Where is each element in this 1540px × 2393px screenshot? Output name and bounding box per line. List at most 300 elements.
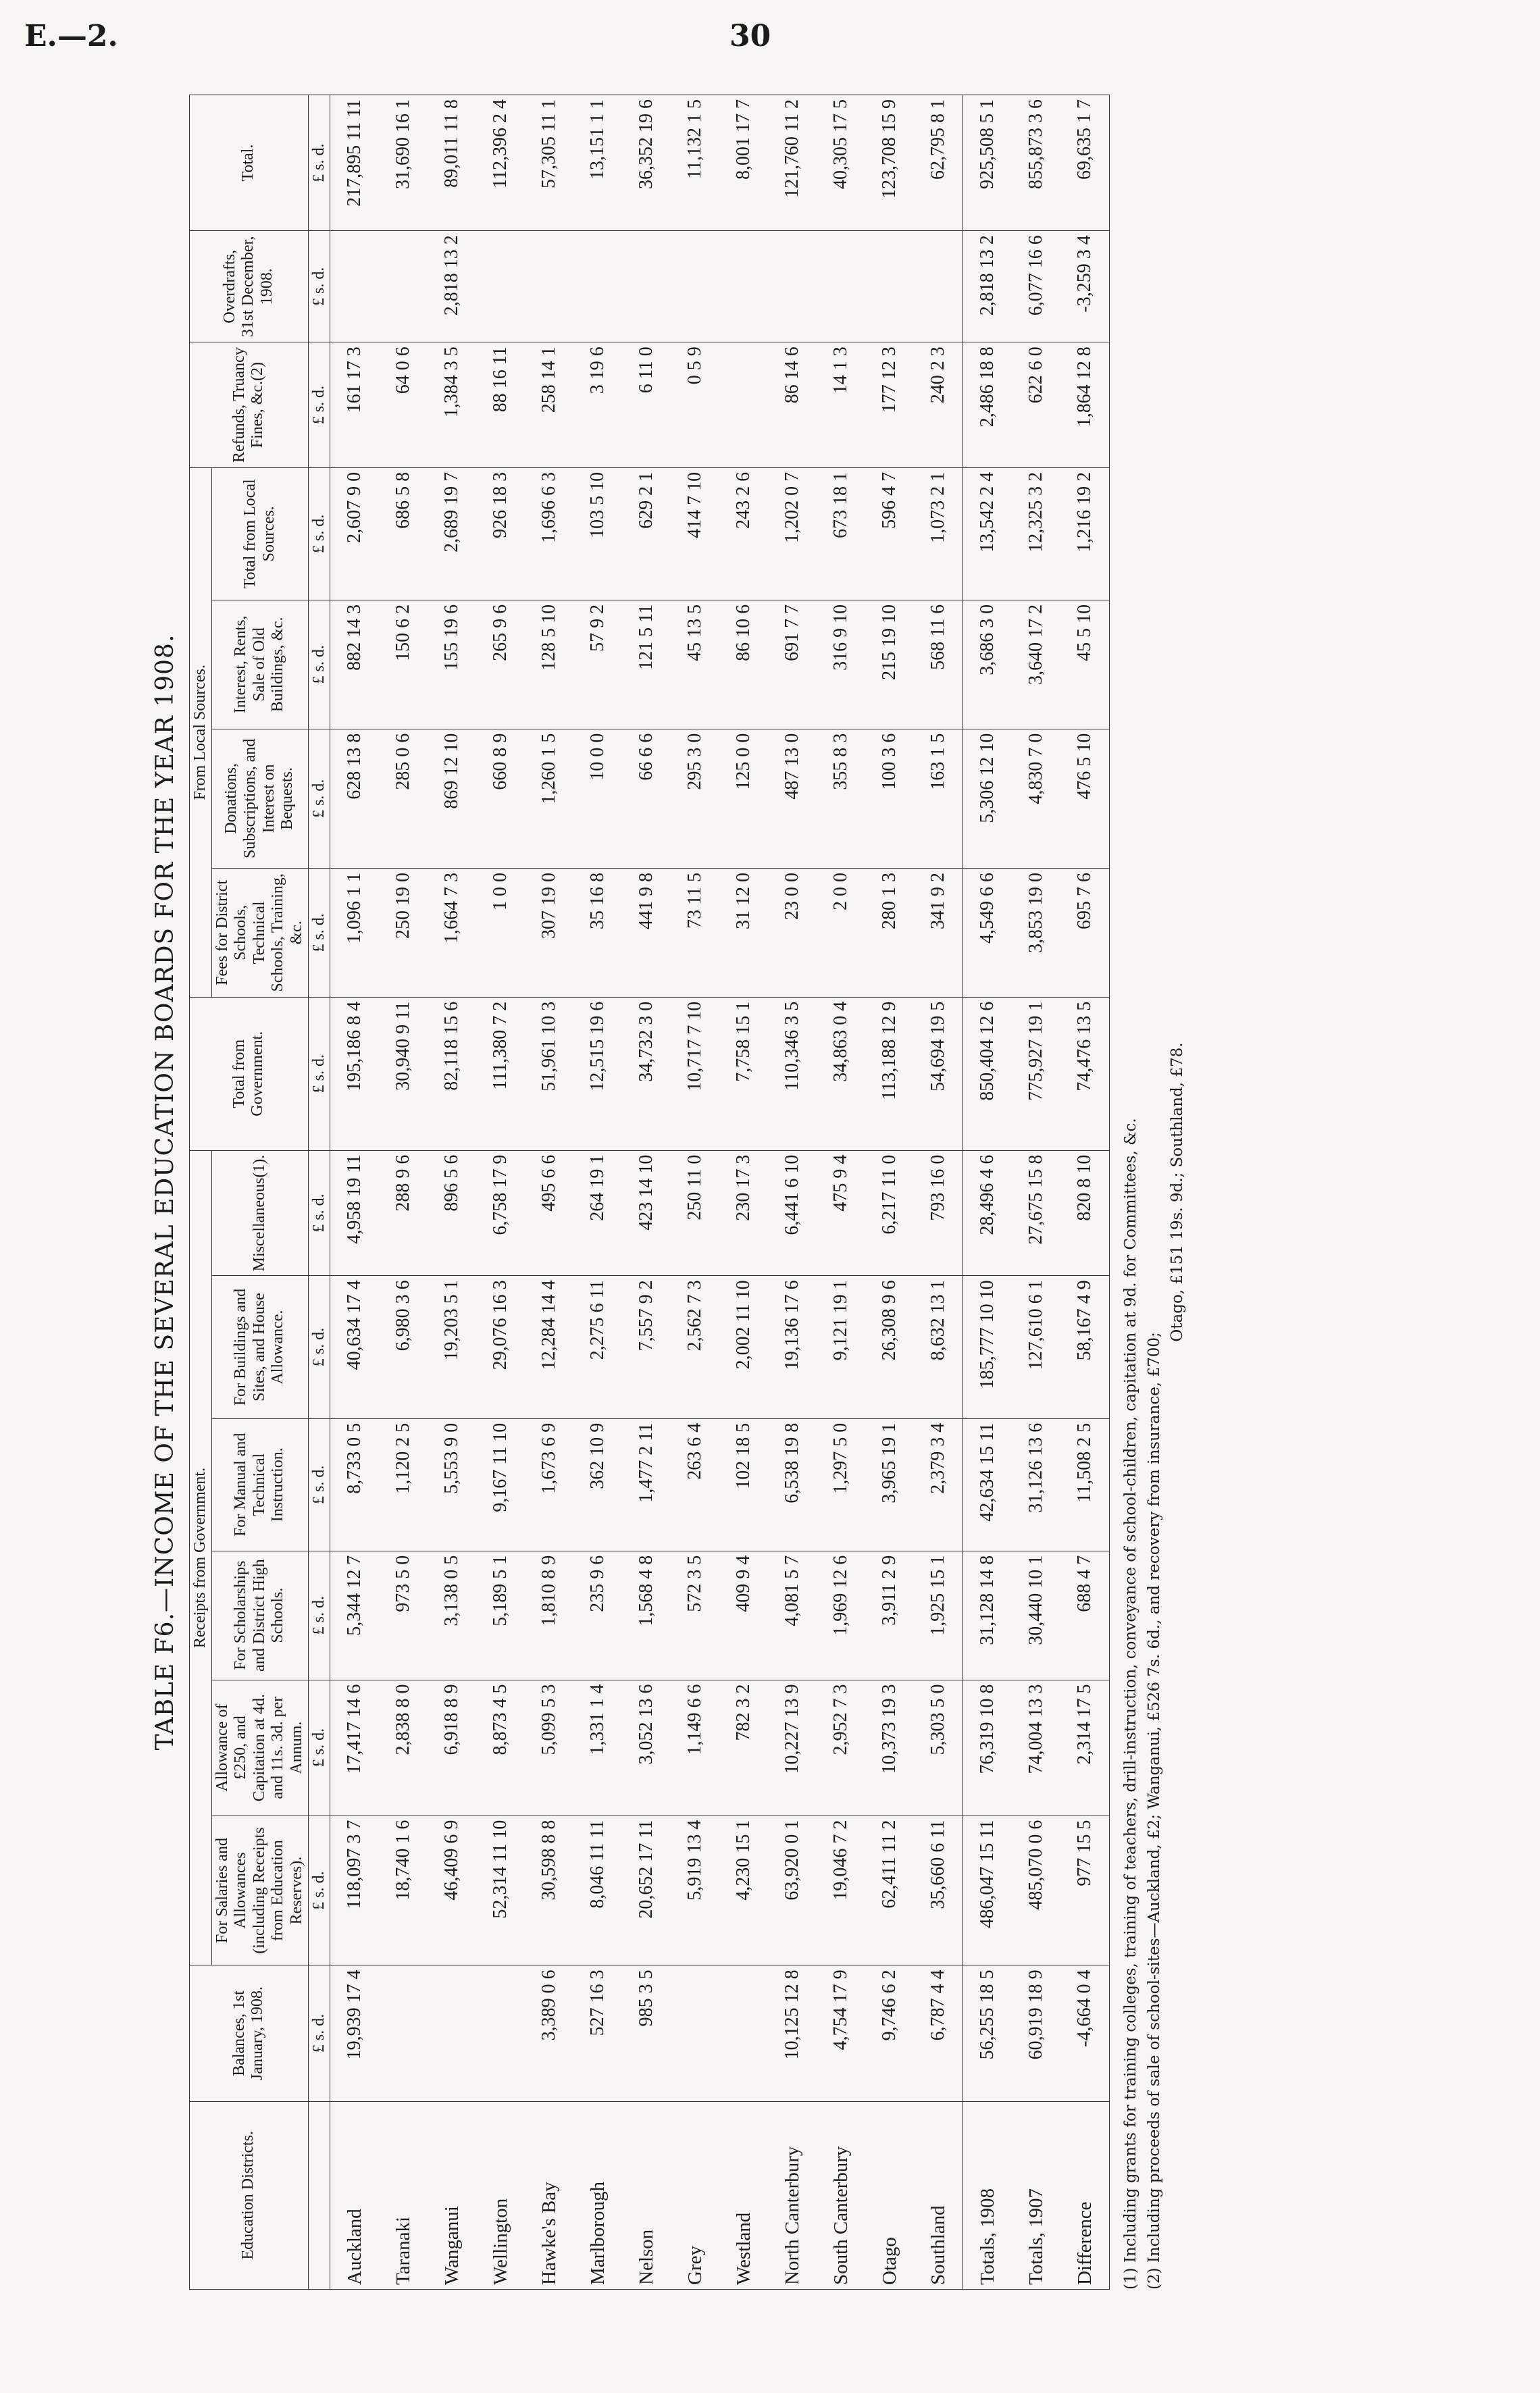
amount-cell: 4,549 6 6	[963, 868, 1012, 997]
unit-label: £ s. d.	[308, 342, 330, 468]
table-row	[330, 95, 380, 2290]
amount-cell: 86 10 6	[719, 600, 768, 729]
amount-cell	[379, 231, 428, 342]
amount-cell: 163 1 5	[914, 729, 963, 868]
amount-cell: 29,076 16 3	[476, 1276, 525, 1418]
amount-cell: 1,696 6 3	[525, 467, 573, 600]
amount-cell	[719, 342, 768, 468]
amount-cell: 27,675 15 8	[1012, 1150, 1060, 1276]
amount-cell: 86 14 6	[768, 342, 817, 468]
amount-cell: 265 9 6	[476, 600, 525, 729]
amount-cell: 572 3 5	[671, 1551, 719, 1680]
amount-cell: 74,476 13 5	[1060, 997, 1110, 1150]
amount-cell: 6,758 17 9	[476, 1150, 525, 1276]
document-reference: E.—2.	[24, 19, 118, 53]
amount-cell: 0 5 9	[671, 342, 719, 468]
amount-cell: 288 9 6	[379, 1150, 428, 1276]
footnote-2: (2) Including proceeds of sale of school-sites—Auckland, £2; Wanganui, £526 7s. 6d., and recovery from insurance, £700;	[1145, 1332, 1163, 2290]
amount-cell: 5,189 5 1	[476, 1551, 525, 1680]
amount-cell: 31,690 16 1	[379, 95, 428, 231]
amount-cell: 1,384 3 5	[428, 342, 476, 468]
col-balances: Balances, 1st January, 1908.	[190, 1965, 309, 2101]
footnotes	[1119, 95, 1189, 2290]
amount-cell: 362 10 9	[573, 1418, 622, 1551]
district-name: Wanganui	[428, 2101, 476, 2289]
amount-cell: 855,873 3 6	[1012, 95, 1060, 231]
amount-cell: 341 9 2	[914, 868, 963, 997]
amount-cell: 4,754 17 9	[817, 1965, 865, 2101]
amount-cell: 5,306 12 10	[963, 729, 1012, 868]
amount-cell: 495 6 6	[525, 1150, 573, 1276]
table-row	[379, 95, 428, 2290]
amount-cell: 926 18 3	[476, 467, 525, 600]
amount-cell: 195,186 8 4	[330, 997, 380, 1150]
amount-cell: 31 12 0	[719, 868, 768, 997]
unit-label: £ s. d.	[308, 95, 330, 231]
amount-cell: 628 13 8	[330, 729, 380, 868]
amount-cell: 295 3 0	[671, 729, 719, 868]
amount-cell: 1,149 6 6	[671, 1680, 719, 1816]
col-education-districts: Education Districts.	[190, 2101, 309, 2289]
amount-cell: 1,297 5 0	[817, 1418, 865, 1551]
amount-cell: 2 0 0	[817, 868, 865, 997]
district-name: Totals, 1908	[963, 2101, 1012, 2289]
amount-cell: 820 8 10	[1060, 1150, 1110, 1276]
amount-cell: 13,542 2 4	[963, 467, 1012, 600]
amount-cell: 11,132 1 5	[671, 95, 719, 231]
amount-cell: 307 19 0	[525, 868, 573, 997]
amount-cell: 568 11 6	[914, 600, 963, 729]
table-title: TABLE F6.—INCOME OF THE SEVERAL EDUCATION BOARDS FOR THE YEAR 1908.	[151, 634, 179, 1751]
table-row	[719, 95, 768, 2290]
amount-cell: 1,260 1 5	[525, 729, 573, 868]
amount-cell: 62,795 8 1	[914, 95, 963, 231]
amount-cell: 40,634 17 4	[330, 1276, 380, 1418]
amount-cell: 52,314 11 10	[476, 1816, 525, 1965]
district-name: Difference	[1060, 2101, 1110, 2289]
district-name: Grey	[671, 2101, 719, 2289]
amount-cell: 2,689 19 7	[428, 467, 476, 600]
amount-cell	[428, 1965, 476, 2101]
amount-cell: 57,305 11 1	[525, 95, 573, 231]
amount-cell: 1,096 1 1	[330, 868, 380, 997]
amount-cell: 441 9 8	[622, 868, 671, 997]
amount-cell: 2,818 13 2	[428, 231, 476, 342]
amount-cell: 76,319 10 8	[963, 1680, 1012, 1816]
amount-cell: 3,640 17 2	[1012, 600, 1060, 729]
amount-cell: 3,965 19 1	[865, 1418, 914, 1551]
amount-cell: 2,002 11 10	[719, 1276, 768, 1418]
amount-cell	[330, 231, 380, 342]
amount-cell: 527 16 3	[573, 1965, 622, 2101]
amount-cell: 985 3 5	[622, 1965, 671, 2101]
district-name: Taranaki	[379, 2101, 428, 2289]
amount-cell	[719, 231, 768, 342]
amount-cell: 45 13 5	[671, 600, 719, 729]
table-row	[817, 95, 865, 2290]
unit-label: £ s. d.	[308, 868, 330, 997]
amount-cell: 2,486 18 8	[963, 342, 1012, 468]
unit-label: £ s. d.	[308, 729, 330, 868]
group-from-local-sources: From Local Sources.	[190, 467, 212, 997]
amount-cell: 20,652 17 11	[622, 1816, 671, 1965]
amount-cell	[914, 231, 963, 342]
amount-cell: 487 13 0	[768, 729, 817, 868]
district-name: Westland	[719, 2101, 768, 2289]
amount-cell: 18,740 1 6	[379, 1816, 428, 1965]
amount-cell: 6,077 16 6	[1012, 231, 1060, 342]
amount-cell: 111,380 7 2	[476, 997, 525, 1150]
col-donations: Donations, Subscriptions, and Interest on Bequests.	[211, 729, 308, 868]
amount-cell: 66 6 6	[622, 729, 671, 868]
table-row	[671, 95, 719, 2290]
amount-cell: 4,230 15 1	[719, 1816, 768, 1965]
amount-cell: 28,496 4 6	[963, 1150, 1012, 1276]
col-total: Total.	[190, 95, 309, 231]
amount-cell: 476 5 10	[1060, 729, 1110, 868]
amount-cell: 121,760 11 2	[768, 95, 817, 231]
amount-cell: 155 19 6	[428, 600, 476, 729]
amount-cell: 660 8 9	[476, 729, 525, 868]
amount-cell: 475 9 4	[817, 1150, 865, 1276]
amount-cell: 57 9 2	[573, 600, 622, 729]
amount-cell: 1,664 7 3	[428, 868, 476, 997]
amount-cell: 2,379 3 4	[914, 1418, 963, 1551]
amount-cell: 850,404 12 6	[963, 997, 1012, 1150]
amount-cell: 925,508 5 1	[963, 95, 1012, 231]
amount-cell: 82,118 15 6	[428, 997, 476, 1150]
table-row	[525, 95, 573, 2290]
amount-cell: 6,441 6 10	[768, 1150, 817, 1276]
col-buildings-sites: For Buildings and Sites, and House Allowance.	[211, 1276, 308, 1418]
amount-cell: 235 9 6	[573, 1551, 622, 1680]
amount-cell: 31,126 13 6	[1012, 1418, 1060, 1551]
unit-label: £ s. d.	[308, 997, 330, 1150]
amount-cell: 3,389 0 6	[525, 1965, 573, 2101]
amount-cell	[379, 1965, 428, 2101]
amount-cell: 12,515 19 6	[573, 997, 622, 1150]
amount-cell	[476, 1965, 525, 2101]
table-row	[573, 95, 622, 2290]
col-overdrafts: Overdrafts, 31st December, 1908.	[190, 231, 309, 342]
district-name: Totals, 1907	[1012, 2101, 1060, 2289]
amount-cell: 3 19 6	[573, 342, 622, 468]
amount-cell: 2,314 17 5	[1060, 1680, 1110, 1816]
unit-label: £ s. d.	[308, 1680, 330, 1816]
amount-cell: 113,188 12 9	[865, 997, 914, 1150]
amount-cell: 9,167 11 10	[476, 1418, 525, 1551]
amount-cell	[622, 231, 671, 342]
units-blank	[308, 2101, 330, 2289]
table-body	[330, 95, 1110, 2290]
amount-cell: 2,818 13 2	[963, 231, 1012, 342]
amount-cell: 185,777 10 10	[963, 1276, 1012, 1418]
amount-cell: 10,125 12 8	[768, 1965, 817, 2101]
amount-cell: 673 18 1	[817, 467, 865, 600]
amount-cell	[865, 231, 914, 342]
unit-label: £ s. d.	[308, 1551, 330, 1680]
amount-cell: 896 5 6	[428, 1150, 476, 1276]
amount-cell: 88 16 11	[476, 342, 525, 468]
amount-cell	[671, 1965, 719, 2101]
amount-cell	[476, 231, 525, 342]
amount-cell: 73 11 5	[671, 868, 719, 997]
amount-cell: 8,001 17 7	[719, 95, 768, 231]
amount-cell: 2,562 7 3	[671, 1276, 719, 1418]
district-name: Marlborough	[573, 2101, 622, 2289]
table-row	[428, 95, 476, 2290]
amount-cell: 2,838 8 0	[379, 1680, 428, 1816]
amount-cell: 103 5 10	[573, 467, 622, 600]
table-row	[1060, 95, 1110, 2290]
amount-cell	[573, 231, 622, 342]
amount-cell: 128 5 10	[525, 600, 573, 729]
amount-cell: 1,216 19 2	[1060, 467, 1110, 600]
table-row	[865, 95, 914, 2290]
amount-cell: 64 0 6	[379, 342, 428, 468]
amount-cell: 9,121 19 1	[817, 1276, 865, 1418]
amount-cell: 3,138 0 5	[428, 1551, 476, 1680]
district-name: Hawke's Bay	[525, 2101, 573, 2289]
amount-cell: 127,610 6 1	[1012, 1276, 1060, 1418]
amount-cell: 10,717 7 10	[671, 997, 719, 1150]
amount-cell: 215 19 10	[865, 600, 914, 729]
table-row	[622, 95, 671, 2290]
amount-cell: 5,553 9 0	[428, 1418, 476, 1551]
amount-cell: 4,958 19 11	[330, 1150, 380, 1276]
col-capitation: Allowance of £250, and Capitation at 4d. and 11s. 3d. per Annum.	[211, 1680, 308, 1816]
amount-cell: 775,927 19 1	[1012, 997, 1060, 1150]
amount-cell: 882 14 3	[330, 600, 380, 729]
amount-cell: 74,004 13 3	[1012, 1680, 1060, 1816]
amount-cell: 118,097 3 7	[330, 1816, 380, 1965]
amount-cell: 3,853 19 0	[1012, 868, 1060, 997]
unit-label: £ s. d.	[308, 1418, 330, 1551]
amount-cell: 5,099 5 3	[525, 1680, 573, 1816]
amount-cell: 10 0 0	[573, 729, 622, 868]
amount-cell: 782 3 2	[719, 1680, 768, 1816]
amount-cell: 793 16 0	[914, 1150, 963, 1276]
amount-cell: 414 7 10	[671, 467, 719, 600]
amount-cell: 10,227 13 9	[768, 1680, 817, 1816]
rotated-table-sheet	[142, 95, 1297, 2290]
amount-cell: 3,686 3 0	[963, 600, 1012, 729]
amount-cell: 56,255 18 5	[963, 1965, 1012, 2101]
amount-cell: 250 11 0	[671, 1150, 719, 1276]
amount-cell: 6,918 8 9	[428, 1680, 476, 1816]
district-name: Nelson	[622, 2101, 671, 2289]
amount-cell: 8,733 0 5	[330, 1418, 380, 1551]
amount-cell: 6,980 3 6	[379, 1276, 428, 1418]
amount-cell	[768, 231, 817, 342]
amount-cell: 89,011 11 8	[428, 95, 476, 231]
amount-cell: 46,409 6 9	[428, 1816, 476, 1965]
amount-cell: 3,911 2 9	[865, 1551, 914, 1680]
amount-cell: 1,673 6 9	[525, 1418, 573, 1551]
footnote-3: Otago, £151 19s. 9d.; Southland, £78.	[1169, 1042, 1187, 1342]
amount-cell: 19,046 7 2	[817, 1816, 865, 1965]
amount-cell: 123,708 15 9	[865, 95, 914, 231]
unit-label: £ s. d.	[308, 1816, 330, 1965]
table-row	[1012, 95, 1060, 2290]
amount-cell: 45 5 10	[1060, 600, 1110, 729]
amount-cell: 121 5 11	[622, 600, 671, 729]
amount-cell: 42,634 15 11	[963, 1418, 1012, 1551]
amount-cell: 486,047 15 11	[963, 1816, 1012, 1965]
table-head	[190, 95, 330, 2290]
amount-cell: 6,787 4 4	[914, 1965, 963, 2101]
amount-cell: 35,660 6 11	[914, 1816, 963, 1965]
amount-cell: 7,758 15 1	[719, 997, 768, 1150]
amount-cell: 485,070 0 6	[1012, 1816, 1060, 1965]
district-name: North Canterbury	[768, 2101, 817, 2289]
unit-label: £ s. d.	[308, 467, 330, 600]
district-name: Southland	[914, 2101, 963, 2289]
col-interest-rents: Interest, Rents, Sale of Old Buildings, &c.	[211, 600, 308, 729]
col-scholarships: For Scholarships and District High Schools.	[211, 1551, 308, 1680]
amount-cell: 230 17 3	[719, 1150, 768, 1276]
amount-cell: 19,203 5 1	[428, 1276, 476, 1418]
col-manual-technical: For Manual and Technical Instruction.	[211, 1418, 308, 1551]
amount-cell: 355 8 3	[817, 729, 865, 868]
amount-cell: 3,052 13 6	[622, 1680, 671, 1816]
amount-cell: 280 1 3	[865, 868, 914, 997]
amount-cell: -4,664 0 4	[1060, 1965, 1110, 2101]
amount-cell: 9,746 6 2	[865, 1965, 914, 2101]
unit-label: £ s. d.	[308, 600, 330, 729]
amount-cell: 110,346 3 5	[768, 997, 817, 1150]
amount-cell: -3,259 3 4	[1060, 231, 1110, 342]
amount-cell: 973 5 0	[379, 1551, 428, 1680]
amount-cell: 1,331 1 4	[573, 1680, 622, 1816]
amount-cell: 69,635 1 7	[1060, 95, 1110, 231]
amount-cell: 264 19 1	[573, 1150, 622, 1276]
amount-cell: 1,120 2 5	[379, 1418, 428, 1551]
amount-cell: 58,167 4 9	[1060, 1276, 1110, 1418]
amount-cell: 14 1 3	[817, 342, 865, 468]
amount-cell: 691 7 7	[768, 600, 817, 729]
amount-cell: 8,632 13 1	[914, 1276, 963, 1418]
unit-label: £ s. d.	[308, 1965, 330, 2101]
amount-cell: 217,895 11 11	[330, 95, 380, 231]
amount-cell: 1,864 12 8	[1060, 342, 1110, 468]
amount-cell	[719, 1965, 768, 2101]
amount-cell: 10,373 19 3	[865, 1680, 914, 1816]
amount-cell: 62,411 11 2	[865, 1816, 914, 1965]
amount-cell: 629 2 1	[622, 467, 671, 600]
page-number: 30	[729, 19, 771, 53]
amount-cell: 12,284 14 4	[525, 1276, 573, 1418]
amount-cell: 1,202 0 7	[768, 467, 817, 600]
col-total-from-government: Total from Government.	[190, 997, 309, 1150]
amount-cell: 1,969 12 6	[817, 1551, 865, 1680]
district-name: Wellington	[476, 2101, 525, 2289]
col-salaries: For Salaries and Allowances (including Receipts from Education Reserves).	[211, 1816, 308, 1965]
amount-cell: 8,046 11 11	[573, 1816, 622, 1965]
unit-label: £ s. d.	[308, 1150, 330, 1276]
amount-cell: 112,396 2 4	[476, 95, 525, 231]
amount-cell: 1,810 8 9	[525, 1551, 573, 1680]
amount-cell: 19,136 17 6	[768, 1276, 817, 1418]
amount-cell: 596 4 7	[865, 467, 914, 600]
group-receipts-from-government: Receipts from Government.	[190, 1150, 212, 1965]
col-refunds: Refunds, Truancy Fines, &c.(2)	[190, 342, 309, 468]
amount-cell: 161 17 3	[330, 342, 380, 468]
amount-cell: 409 9 4	[719, 1551, 768, 1680]
amount-cell: 5,919 13 4	[671, 1816, 719, 1965]
amount-cell: 17,417 14 6	[330, 1680, 380, 1816]
amount-cell: 1,568 4 8	[622, 1551, 671, 1680]
amount-cell: 19,939 17 4	[330, 1965, 380, 2101]
amount-cell: 30,598 8 8	[525, 1816, 573, 1965]
amount-cell: 4,830 7 0	[1012, 729, 1060, 868]
amount-cell: 60,919 18 9	[1012, 1965, 1060, 2101]
amount-cell: 263 6 4	[671, 1418, 719, 1551]
amount-cell	[525, 231, 573, 342]
table-row	[914, 95, 963, 2290]
amount-cell: 2,275 6 11	[573, 1276, 622, 1418]
unit-label: £ s. d.	[308, 231, 330, 342]
amount-cell: 11,508 2 5	[1060, 1418, 1110, 1551]
amount-cell: 1,477 2 11	[622, 1418, 671, 1551]
col-total-local: Total from Local Sources.	[211, 467, 308, 600]
amount-cell: 40,305 17 5	[817, 95, 865, 231]
amount-cell: 869 12 10	[428, 729, 476, 868]
amount-cell: 258 14 1	[525, 342, 573, 468]
amount-cell: 4,081 5 7	[768, 1551, 817, 1680]
table-row	[768, 95, 817, 2290]
amount-cell	[817, 231, 865, 342]
amount-cell: 243 2 6	[719, 467, 768, 600]
amount-cell: 125 0 0	[719, 729, 768, 868]
amount-cell: 30,940 9 11	[379, 997, 428, 1150]
amount-cell: 622 6 0	[1012, 342, 1060, 468]
amount-cell: 102 18 5	[719, 1418, 768, 1551]
amount-cell: 250 19 0	[379, 868, 428, 997]
amount-cell: 6,217 11 0	[865, 1150, 914, 1276]
amount-cell: 177 12 3	[865, 342, 914, 468]
amount-cell: 240 2 3	[914, 342, 963, 468]
amount-cell: 23 0 0	[768, 868, 817, 997]
amount-cell	[671, 231, 719, 342]
amount-cell: 34,732 3 0	[622, 997, 671, 1150]
amount-cell: 36,352 19 6	[622, 95, 671, 231]
amount-cell: 977 15 5	[1060, 1816, 1110, 1965]
district-name: Otago	[865, 2101, 914, 2289]
amount-cell: 26,308 9 6	[865, 1276, 914, 1418]
col-miscellaneous: Miscellaneous(1).	[211, 1150, 308, 1276]
amount-cell: 1,925 15 1	[914, 1551, 963, 1680]
amount-cell: 63,920 0 1	[768, 1816, 817, 1965]
amount-cell: 695 7 6	[1060, 868, 1110, 997]
amount-cell: 100 3 6	[865, 729, 914, 868]
col-fees: Fees for District Schools, Technical Schools, Training, &c.	[211, 868, 308, 997]
amount-cell: 150 6 2	[379, 600, 428, 729]
amount-cell: 423 14 10	[622, 1150, 671, 1276]
amount-cell: 12,325 3 2	[1012, 467, 1060, 600]
income-table	[189, 95, 1110, 2290]
district-name: South Canterbury	[817, 2101, 865, 2289]
units-row	[308, 95, 330, 2290]
amount-cell: 5,344 12 7	[330, 1551, 380, 1680]
district-name: Auckland	[330, 2101, 380, 2289]
amount-cell: 688 4 7	[1060, 1551, 1110, 1680]
amount-cell: 8,873 4 5	[476, 1680, 525, 1816]
amount-cell: 316 9 10	[817, 600, 865, 729]
amount-cell: 285 0 6	[379, 729, 428, 868]
unit-label: £ s. d.	[308, 1276, 330, 1418]
amount-cell: 30,440 10 1	[1012, 1551, 1060, 1680]
